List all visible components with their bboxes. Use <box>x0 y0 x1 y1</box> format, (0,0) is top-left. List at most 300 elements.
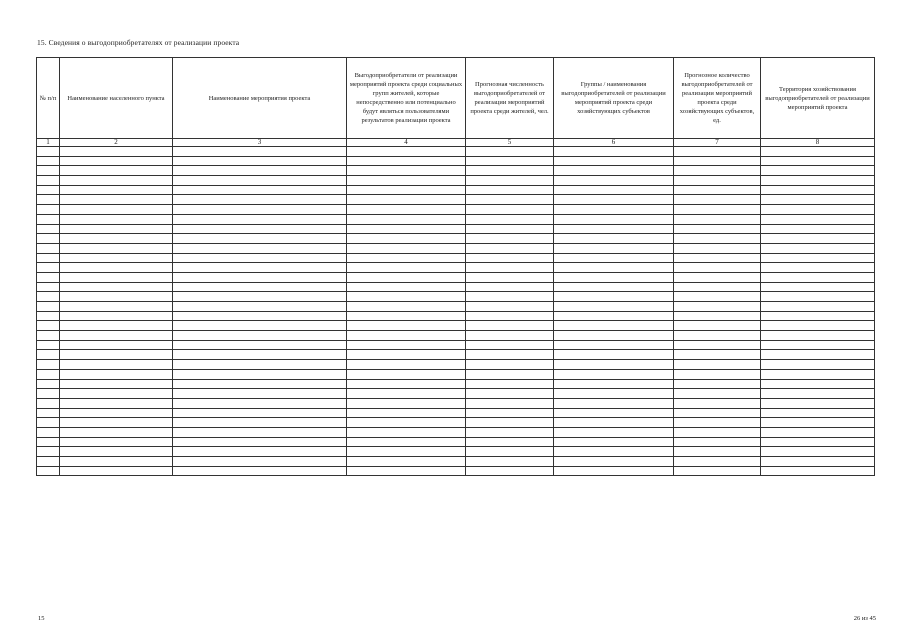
table-cell <box>60 369 173 379</box>
table-cell <box>173 156 347 166</box>
table-cell <box>674 379 761 389</box>
table-cell <box>347 389 466 399</box>
table-cell <box>554 166 674 176</box>
table-row <box>37 166 875 176</box>
table-cell <box>554 302 674 312</box>
table-cell <box>37 466 60 476</box>
table-cell <box>674 466 761 476</box>
table-row <box>37 263 875 273</box>
table-cell <box>173 466 347 476</box>
table-cell <box>37 195 60 205</box>
table-cell <box>554 147 674 157</box>
table-cell <box>173 302 347 312</box>
table-cell <box>554 272 674 282</box>
table-cell <box>60 272 173 282</box>
table-cell <box>60 340 173 350</box>
header-cell-resident-count: Прогнозная численность выгодоприобретателей от реализации мероприятий проекта среди жителей, чел. <box>466 58 554 139</box>
table-cell <box>347 214 466 224</box>
table-cell <box>37 224 60 234</box>
table-cell <box>347 466 466 476</box>
table-cell <box>674 253 761 263</box>
table-cell <box>554 369 674 379</box>
table-cell <box>60 253 173 263</box>
table-cell <box>674 408 761 418</box>
page-number-left: 15 <box>38 615 45 622</box>
table-cell <box>173 195 347 205</box>
table-cell <box>674 224 761 234</box>
table-cell <box>347 447 466 457</box>
table-cell <box>37 321 60 331</box>
table-cell <box>554 340 674 350</box>
table-cell <box>554 282 674 292</box>
table-cell <box>466 282 554 292</box>
table-cell <box>173 205 347 215</box>
table-cell <box>554 398 674 408</box>
header-cell-business-groups: Группы / наименования выгодоприобретателей от реализации мероприятий проекта среди хозяйствующих субъектов <box>554 58 674 139</box>
table-cell <box>554 418 674 428</box>
table-cell <box>173 331 347 341</box>
table-cell <box>761 234 875 244</box>
table-cell <box>60 195 173 205</box>
table-cell <box>674 311 761 321</box>
table-cell <box>347 147 466 157</box>
table-cell <box>761 408 875 418</box>
table-cell <box>761 466 875 476</box>
table-cell <box>60 282 173 292</box>
table-cell <box>173 234 347 244</box>
table-cell <box>554 331 674 341</box>
table-cell <box>466 389 554 399</box>
table-cell <box>60 360 173 370</box>
table-cell <box>674 147 761 157</box>
table-cell <box>554 224 674 234</box>
table-cell <box>554 195 674 205</box>
table-cell <box>674 302 761 312</box>
table-cell <box>347 243 466 253</box>
table-cell <box>347 234 466 244</box>
table-row <box>37 466 875 476</box>
table-cell <box>60 398 173 408</box>
column-number: 7 <box>674 139 761 147</box>
table-cell <box>554 243 674 253</box>
table-row <box>37 185 875 195</box>
table-cell <box>761 398 875 408</box>
table-cell <box>466 224 554 234</box>
table-cell <box>554 360 674 370</box>
table-cell <box>466 166 554 176</box>
table-cell <box>347 321 466 331</box>
table-cell <box>37 437 60 447</box>
page-counter: 26 из 45 <box>853 615 876 622</box>
column-number: 6 <box>554 139 674 147</box>
table-cell <box>674 205 761 215</box>
table-cell <box>674 156 761 166</box>
table-cell <box>674 263 761 273</box>
table-row <box>37 457 875 467</box>
table-cell <box>37 350 60 360</box>
table-row <box>37 147 875 157</box>
table-cell <box>37 360 60 370</box>
table-cell <box>60 437 173 447</box>
table-cell <box>761 331 875 341</box>
table-cell <box>347 195 466 205</box>
table-cell <box>60 331 173 341</box>
table-cell <box>466 195 554 205</box>
table-cell <box>761 379 875 389</box>
table-cell <box>761 166 875 176</box>
table-cell <box>674 360 761 370</box>
table-row <box>37 360 875 370</box>
table-cell <box>347 272 466 282</box>
table-cell <box>173 311 347 321</box>
table-cell <box>37 253 60 263</box>
table-cell <box>173 340 347 350</box>
table-cell <box>60 166 173 176</box>
table-cell <box>37 389 60 399</box>
table-cell <box>466 253 554 263</box>
table-cell <box>466 350 554 360</box>
table-cell <box>466 437 554 447</box>
table-row <box>37 195 875 205</box>
table-cell <box>466 147 554 157</box>
table-cell <box>60 466 173 476</box>
table-cell <box>466 418 554 428</box>
table-cell <box>173 292 347 302</box>
table-cell <box>466 360 554 370</box>
table-cell <box>347 292 466 302</box>
table-row <box>37 447 875 457</box>
column-number: 8 <box>761 139 875 147</box>
table-cell <box>554 234 674 244</box>
column-number: 1 <box>37 139 60 147</box>
table-cell <box>674 234 761 244</box>
table-cell <box>37 156 60 166</box>
table-cell <box>554 176 674 186</box>
table-cell <box>347 176 466 186</box>
table-cell <box>466 408 554 418</box>
table-cell <box>761 457 875 467</box>
table-cell <box>466 176 554 186</box>
table-cell <box>173 418 347 428</box>
table-cell <box>347 427 466 437</box>
table-cell <box>761 350 875 360</box>
table-cell <box>37 311 60 321</box>
header-row <box>37 58 875 139</box>
table-row <box>37 253 875 263</box>
table-cell <box>761 176 875 186</box>
table-cell <box>173 176 347 186</box>
table-row <box>37 311 875 321</box>
table-cell <box>37 272 60 282</box>
table-cell <box>173 253 347 263</box>
table-cell <box>347 398 466 408</box>
table-cell <box>761 418 875 428</box>
table-row <box>37 302 875 312</box>
table-cell <box>554 447 674 457</box>
table-cell <box>347 369 466 379</box>
table-cell <box>761 437 875 447</box>
table-row <box>37 379 875 389</box>
table-row <box>37 234 875 244</box>
table-cell <box>60 243 173 253</box>
table-cell <box>60 302 173 312</box>
table-cell <box>554 205 674 215</box>
table-cell <box>37 447 60 457</box>
table-cell <box>761 282 875 292</box>
table-cell <box>674 340 761 350</box>
table-cell <box>554 437 674 447</box>
table-cell <box>60 389 173 399</box>
header-cell-number: № п/п <box>37 58 60 139</box>
table-cell <box>60 447 173 457</box>
table-cell <box>554 185 674 195</box>
table-cell <box>37 282 60 292</box>
table-cell <box>60 418 173 428</box>
table-row <box>37 243 875 253</box>
table-body <box>37 147 875 476</box>
table-cell <box>761 311 875 321</box>
table-row <box>37 176 875 186</box>
header-cell-social-beneficiaries: Выгодоприобретатели от реализации мероприятий проекта среди социальных групп жителей, которые непосредственно или потенциально будут являться пользователями результатов реализации проекта <box>347 58 466 139</box>
table-cell <box>761 214 875 224</box>
header-cell-activity: Наименование мероприятия проекта <box>173 58 347 139</box>
table-cell <box>674 195 761 205</box>
table-cell <box>761 321 875 331</box>
table-cell <box>761 243 875 253</box>
table-cell <box>674 427 761 437</box>
table-cell <box>173 457 347 467</box>
table-cell <box>554 350 674 360</box>
table-row <box>37 205 875 215</box>
table-cell <box>466 302 554 312</box>
table-cell <box>554 292 674 302</box>
table-cell <box>37 302 60 312</box>
table-row <box>37 331 875 341</box>
table-cell <box>173 185 347 195</box>
table-cell <box>674 447 761 457</box>
header-cell-business-count: Прогнозное количество выгодоприобретателей от реализации мероприятий проекта среди хозяйствующих субъектов, ед. <box>674 58 761 139</box>
table-cell <box>674 418 761 428</box>
table-cell <box>60 147 173 157</box>
table-cell <box>37 185 60 195</box>
table-cell <box>554 311 674 321</box>
table-cell <box>674 350 761 360</box>
table-cell <box>674 214 761 224</box>
table-cell <box>761 253 875 263</box>
column-number: 5 <box>466 139 554 147</box>
table-cell <box>173 263 347 273</box>
table-cell <box>554 321 674 331</box>
column-number: 3 <box>173 139 347 147</box>
table-cell <box>466 156 554 166</box>
table-cell <box>347 457 466 467</box>
table-cell <box>347 263 466 273</box>
table-row <box>37 321 875 331</box>
table-row <box>37 408 875 418</box>
table-row <box>37 214 875 224</box>
table-cell <box>37 176 60 186</box>
table-cell <box>674 389 761 399</box>
table-cell <box>37 243 60 253</box>
table-cell <box>761 263 875 273</box>
table-cell <box>761 272 875 282</box>
table-cell <box>173 243 347 253</box>
table-row <box>37 156 875 166</box>
table-cell <box>37 340 60 350</box>
table-cell <box>466 398 554 408</box>
table-cell <box>466 263 554 273</box>
table-cell <box>761 360 875 370</box>
table-cell <box>37 398 60 408</box>
table-cell <box>761 389 875 399</box>
column-number: 2 <box>60 139 173 147</box>
table-cell <box>466 379 554 389</box>
table-cell <box>60 234 173 244</box>
table-cell <box>37 418 60 428</box>
table-cell <box>37 234 60 244</box>
table-cell <box>173 321 347 331</box>
table-cell <box>60 214 173 224</box>
table-cell <box>60 205 173 215</box>
table-cell <box>347 379 466 389</box>
table-cell <box>674 398 761 408</box>
table-cell <box>347 253 466 263</box>
table-cell <box>347 437 466 447</box>
table-cell <box>761 156 875 166</box>
table-cell <box>347 282 466 292</box>
table-cell <box>761 147 875 157</box>
table-cell <box>60 321 173 331</box>
table-row <box>37 340 875 350</box>
column-number: 4 <box>347 139 466 147</box>
table-cell <box>173 214 347 224</box>
table-cell <box>674 321 761 331</box>
table-cell <box>674 369 761 379</box>
table-cell <box>761 292 875 302</box>
table-cell <box>554 263 674 273</box>
table-cell <box>173 437 347 447</box>
beneficiaries-table <box>36 57 875 476</box>
table-cell <box>554 427 674 437</box>
table-cell <box>37 457 60 467</box>
table-row <box>37 398 875 408</box>
table-cell <box>466 321 554 331</box>
table-cell <box>466 311 554 321</box>
table-cell <box>347 360 466 370</box>
table-cell <box>173 147 347 157</box>
table-cell <box>466 185 554 195</box>
table-cell <box>554 379 674 389</box>
header-cell-settlement: Наименование населенного пункта <box>60 58 173 139</box>
table-cell <box>466 292 554 302</box>
table-cell <box>554 253 674 263</box>
table-cell <box>466 340 554 350</box>
table-row <box>37 418 875 428</box>
table-cell <box>674 282 761 292</box>
table-cell <box>173 447 347 457</box>
table-row <box>37 389 875 399</box>
table-cell <box>674 176 761 186</box>
table-row <box>37 224 875 234</box>
table-cell <box>674 243 761 253</box>
table-cell <box>761 205 875 215</box>
table-cell <box>466 457 554 467</box>
table-cell <box>60 311 173 321</box>
table-cell <box>37 205 60 215</box>
table-cell <box>60 379 173 389</box>
table-cell <box>347 224 466 234</box>
table-cell <box>554 457 674 467</box>
table-cell <box>466 243 554 253</box>
table-cell <box>674 292 761 302</box>
table-cell <box>60 185 173 195</box>
table-cell <box>674 166 761 176</box>
table-cell <box>554 389 674 399</box>
table-row <box>37 427 875 437</box>
table-cell <box>173 408 347 418</box>
table-cell <box>60 263 173 273</box>
table-cell <box>347 350 466 360</box>
table-cell <box>173 379 347 389</box>
table-cell <box>466 272 554 282</box>
table-cell <box>173 272 347 282</box>
table-cell <box>60 292 173 302</box>
table-cell <box>37 408 60 418</box>
table-cell <box>60 427 173 437</box>
table-cell <box>761 369 875 379</box>
table-cell <box>674 272 761 282</box>
table-cell <box>347 156 466 166</box>
table-cell <box>761 427 875 437</box>
table-cell <box>347 311 466 321</box>
table-cell <box>173 350 347 360</box>
section-title: 15. Сведения о выгодоприобретателях от реализации проекта <box>37 38 240 47</box>
table-cell <box>761 340 875 350</box>
table-cell <box>761 224 875 234</box>
table-cell <box>60 156 173 166</box>
table-cell <box>761 195 875 205</box>
table-row <box>37 292 875 302</box>
table-cell <box>554 156 674 166</box>
table-cell <box>761 302 875 312</box>
table-cell <box>37 331 60 341</box>
table-cell <box>554 214 674 224</box>
table-cell <box>347 302 466 312</box>
table-cell <box>173 389 347 399</box>
table-cell <box>554 408 674 418</box>
table-cell <box>173 369 347 379</box>
table-cell <box>173 224 347 234</box>
table-cell <box>37 166 60 176</box>
table-cell <box>466 205 554 215</box>
table-cell <box>761 447 875 457</box>
column-number-row <box>37 139 875 147</box>
table-cell <box>37 147 60 157</box>
table-cell <box>466 427 554 437</box>
table-cell <box>173 282 347 292</box>
table-cell <box>674 437 761 447</box>
table-cell <box>674 331 761 341</box>
table-cell <box>347 418 466 428</box>
table-cell <box>674 457 761 467</box>
table-cell <box>37 214 60 224</box>
table-cell <box>347 331 466 341</box>
table-cell <box>466 214 554 224</box>
table-cell <box>60 408 173 418</box>
table-cell <box>347 408 466 418</box>
table-cell <box>60 457 173 467</box>
table-cell <box>37 292 60 302</box>
